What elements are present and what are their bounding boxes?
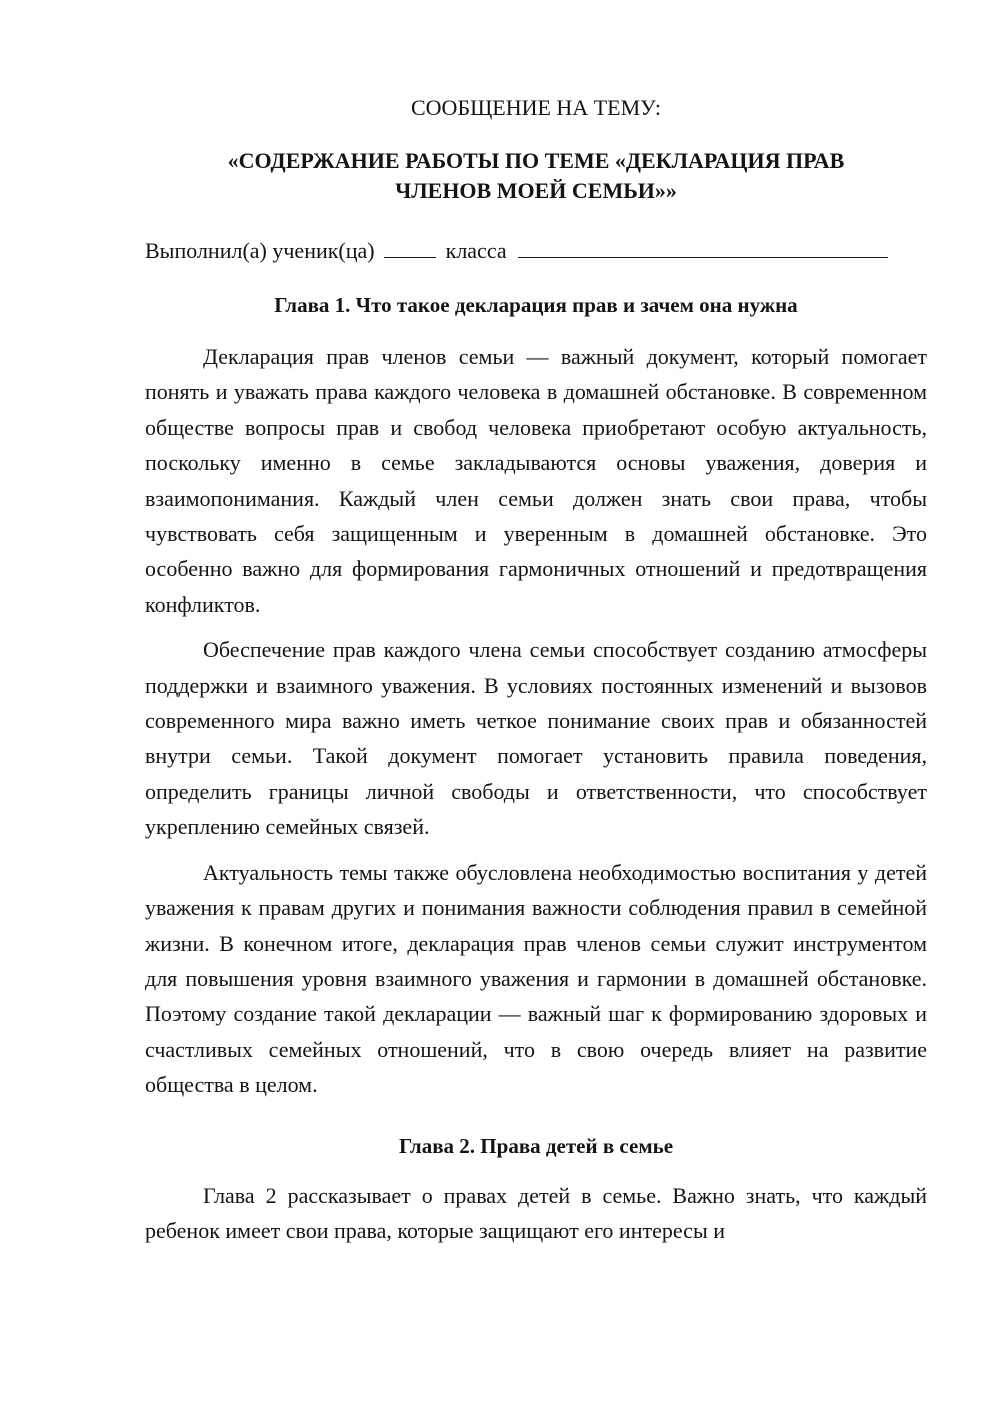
chapter-1-paragraph: Обеспечение прав каждого члена семьи способствует созданию атмосферы поддержки и взаимного уважения. В условиях постоянных изменений и вызовов современного мира важно иметь четкое понимание своих прав и обязанностей внутри семьи. Такой документ помогает установить правила поведения, определить границы личной свободы и ответственности, что способствует укреплению семейных связей. bbox=[145, 637, 927, 840]
chapter-1-paragraph: Актуальность темы также обусловлена необходимостью воспитания у детей уважения к правам других и понимания важности соблюдения правил в семейной жизни. В конечном итоге, декларация прав членов семьи служит инструментом для повышения уровня взаимного уважения и гармонии в домашней обстановке. Поэтому создание такой декларации — важный шаг к формированию здоровых и счастливых семейных отношений, что в свою очередь влияет на развитие общества в целом. bbox=[145, 859, 927, 1098]
chapter-1-title: Глава 1. Что такое декларация прав и зачем она нужна bbox=[274, 293, 798, 317]
chapter-2-title: Глава 2. Права детей в семье bbox=[398, 1133, 674, 1158]
author-line bbox=[145, 235, 927, 266]
document-title bbox=[145, 146, 927, 206]
student-name-blank bbox=[518, 235, 888, 258]
class-number-blank bbox=[384, 235, 436, 258]
document-page bbox=[145, 88, 927, 1248]
author-prefix: Выполнил(а) ученик(ца) bbox=[145, 238, 375, 263]
chapter-2-paragraph: Глава 2 рассказывает о правах детей в семье. Важно знать, что каждый ребенок имеет свои права, которые защищают его интересы и bbox=[145, 1182, 927, 1243]
document-title-line-1: «СОДЕРЖАНИЕ РАБОТЫ ПО ТЕМЕ «ДЕКЛАРАЦИЯ ПРАВ bbox=[227, 148, 845, 173]
author-class-word: класса bbox=[445, 238, 507, 263]
chapter-1-paragraph: Декларация прав членов семьи — важный документ, который помогает понять и уважать права каждого человека в домашней обстановке. В современном обществе вопросы прав и свобод человека приобретают особую актуальность, поскольку именно в семье закладываются основы уважения, доверия и взаимопонимания. Каждый член семьи должен знать свои права, чтобы чувствовать себя защищенным и уверенным в домашней обстановке. Это особенно важно для формирования гармоничных отношений и предотвращения конфликтов. bbox=[145, 344, 927, 617]
document-title-line-2: ЧЛЕНОВ МОЕЙ СЕМЬИ»» bbox=[395, 178, 677, 203]
document-heading: СООБЩЕНИЕ НА ТЕМУ: bbox=[411, 95, 661, 120]
